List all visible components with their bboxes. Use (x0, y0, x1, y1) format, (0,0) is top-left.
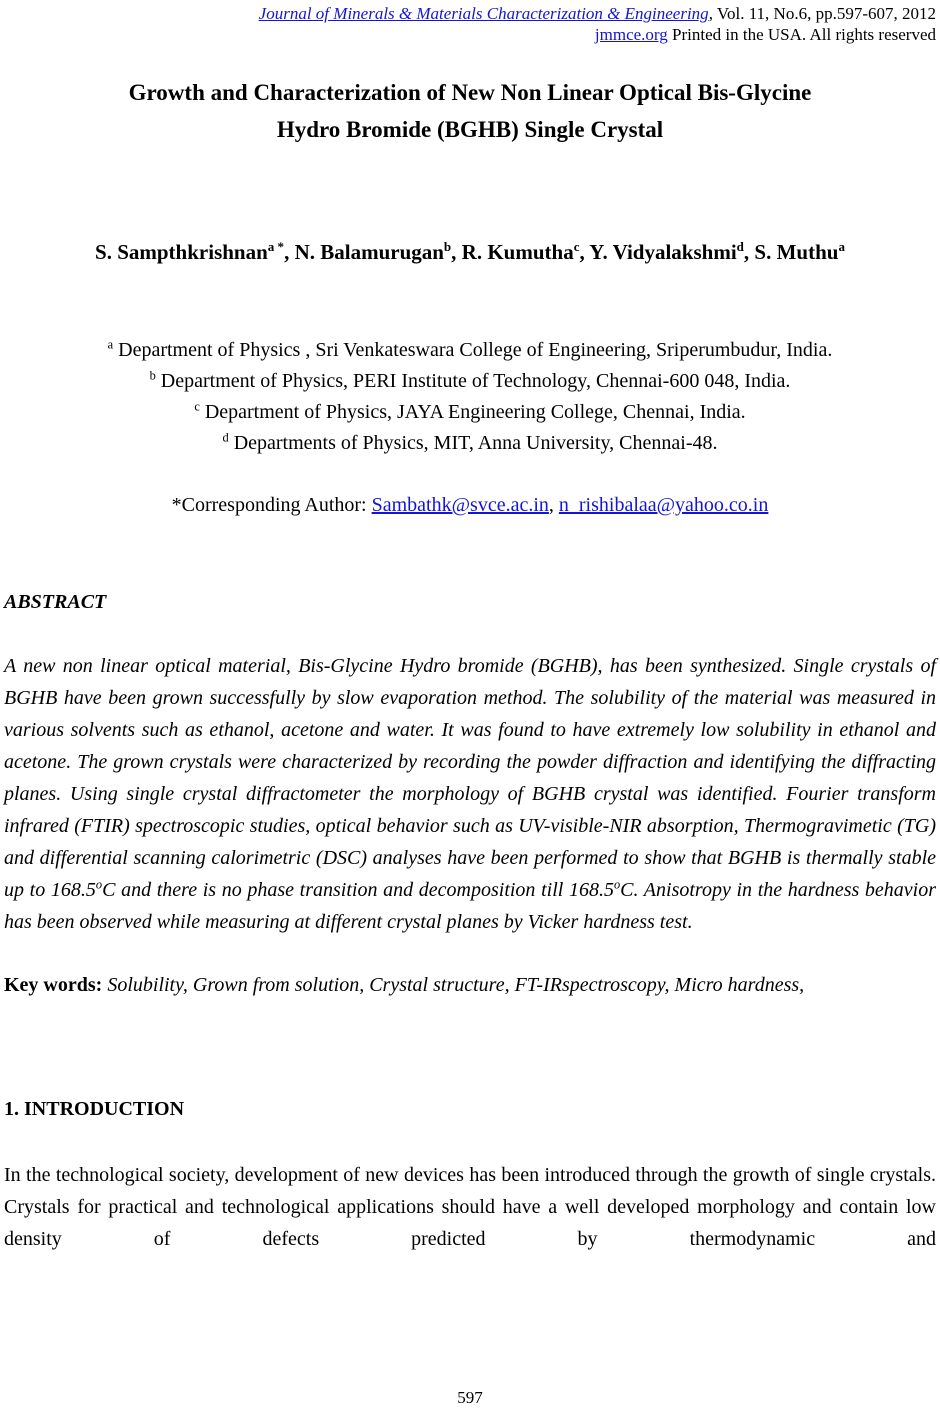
abstract-text-segment: A new non linear optical material, Bis-Glycine Hydro bromide (BGHB), has been synthesized. Single crystals of BGHB have been grown successfully by slow evaporation method. The solubility of the material was measured in various solvents such as ethanol, acetone and water. It was found to have extremely low solubility in ethanol and acetone. The grown crystals were characterized by recording the powder diffraction and identifying the diffracting planes. Using single crystal diffractometer the morphology of BGHB crystal was identified. Fourier transform infrared (FTIR) spectroscopic studies, optical behavior such as UV-visible-NIR absorption, Thermogravimetic (TG) and differential scanning calorimetric (DSC) analyses have been performed to show that BGHB is thermally stable up to 168.5 (4, 655, 936, 901)
author-name: S. Muthu (754, 240, 839, 264)
author-affil-mark: d (736, 239, 744, 254)
corresponding-label: *Corresponding Author: (171, 494, 372, 516)
affiliation-mark: a (107, 337, 114, 352)
affiliation-mark: b (149, 368, 156, 383)
journal-title-link[interactable]: Journal of Minerals & Materials Characterization & Engineering (258, 4, 709, 23)
affiliation-line (4, 397, 936, 428)
paper-title (4, 74, 936, 148)
corresponding-author-line (4, 493, 936, 517)
paper-title-line-1: Growth and Characterization of New Non Linear Optical Bis-Glycine (128, 80, 812, 105)
affiliation-line (4, 428, 936, 459)
author-affil-mark: c (573, 239, 580, 254)
journal-header (4, 3, 936, 45)
email-separator: , (548, 494, 559, 516)
journal-header-line-2 (4, 24, 936, 45)
paper-title-line-2: Hydro Bromide (BGHB) Single Crystal (276, 117, 664, 142)
affiliation-text: Departments of Physics, MIT, Anna University, Chennai-48. (228, 432, 718, 454)
author-name: R. Kumutha (461, 240, 574, 264)
journal-header-line-1 (4, 3, 936, 24)
author-name: Y. Vidyalakshmi (589, 240, 737, 264)
author-affil-mark: a (838, 239, 845, 254)
keywords-paragraph (4, 969, 936, 1001)
author-line (4, 238, 936, 266)
affiliation-mark: d (222, 430, 229, 445)
abstract-text-segment: C and there is no phase transition and decomposition till 168.5 (102, 879, 614, 901)
author-separator: , (451, 240, 462, 264)
author-separator: , (284, 240, 295, 264)
degree-superscript: o (613, 877, 621, 892)
author-name: N. Balamurugan (294, 240, 444, 264)
affiliation-text: Department of Physics, JAYA Engineering College, Chennai, India. (199, 401, 746, 423)
introduction-paragraph: In the technological society, development of new devices has been introduced through the growth of single crystals. Crystals for practical and technological applications should have a well developed morphology and contain low density of defects predicted by thermodynamic and (4, 1164, 936, 1250)
affiliations-block (4, 335, 936, 459)
author-name: S. Sampthkrishnan (95, 240, 268, 264)
author-affil-mark: a * (267, 239, 285, 254)
affiliation-mark: c (194, 399, 200, 414)
author-separator: , (743, 240, 755, 264)
page-number: 597 (457, 1388, 483, 1407)
journal-citation: , Vol. 11, No.6, pp.597-607, 2012 (708, 4, 936, 23)
author-affil-mark: b (443, 239, 452, 254)
keywords-label: Key words: (4, 974, 103, 996)
corresponding-email-link-1[interactable]: Sambathk@svce.ac.in (371, 494, 549, 516)
introduction-heading: 1. INTRODUCTION (4, 1098, 185, 1120)
abstract-paragraph (4, 650, 936, 938)
affiliation-line (4, 366, 936, 397)
jmmce-site-link[interactable]: jmmce.org (594, 25, 668, 44)
degree-superscript: o (95, 877, 103, 892)
affiliation-text: Department of Physics, PERI Institute of Technology, Chennai-600 048, India. (155, 370, 791, 392)
affiliation-text: Department of Physics , Sri Venkateswara College of Engineering, Sriperumbudur, India. (113, 339, 833, 361)
abstract-heading: ABSTRACT (4, 591, 107, 613)
keywords-list: Solubility, Grown from solution, Crystal structure, FT-IRspectroscopy, Micro hardness, (102, 974, 805, 996)
corresponding-email-link-2[interactable]: n_rishibalaa@yahoo.co.in (558, 494, 769, 516)
author-separator: , (579, 240, 590, 264)
abstract-text-segment: C. Anisotropy in the hardness behavior has been observed while measuring at different crystal planes by Vicker hardness test. (4, 879, 937, 933)
affiliation-line (4, 335, 936, 366)
rights-text: Printed in the USA. All rights reserved (667, 25, 936, 44)
